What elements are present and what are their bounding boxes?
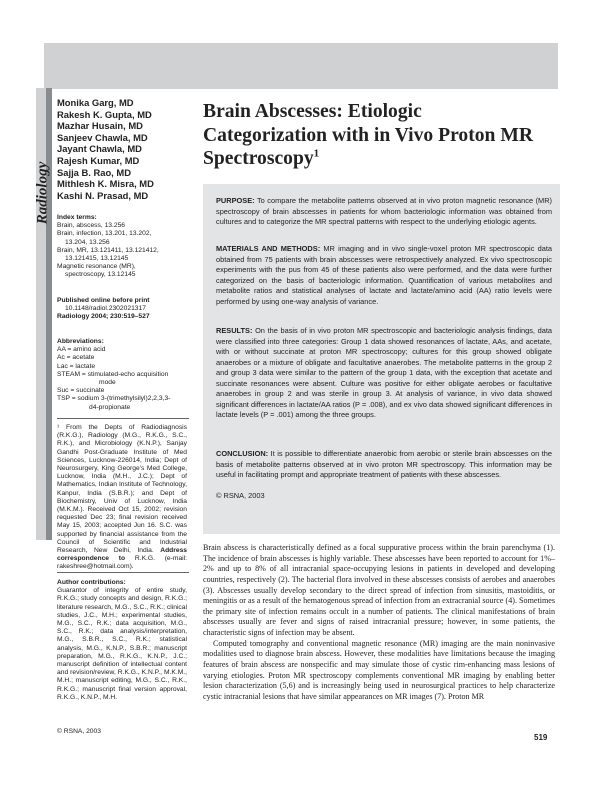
article-title [203, 100, 533, 171]
index-terms [57, 214, 187, 280]
header-bar [44, 43, 558, 89]
results-label: RESULTS: [216, 326, 253, 335]
title-footnote-mark: 1 [313, 147, 320, 160]
purpose-text: To compare the metabolite patterns observed at in vivo proton magnetic resonance (MR) spectroscopy of brain abscesses in patients for whom bacteriologic information was obtained from cultures and to categorize the MR spectral patterns with respect to the underlying etiologic agents. [216, 196, 552, 226]
publication-info [57, 297, 187, 322]
methods-text: MR imaging and in vivo single-voxel proton MR spectroscopic data obtained from 75 patients with brain abscesses were retrospectively analyzed. Ex vivo spectroscopic experiments with the pus from 45 of these patients also were performed, and the data were further categorized on the basis of bacteriologic information. Quantification of various metabolites and metabolite ratios and statistical analyses of lactate and lactate/amino acid (AA) ratio levels were performed by using one-way analysis of variance. [216, 244, 552, 306]
abbreviation: Suc = succinate [57, 387, 105, 395]
conclusion-text: It is possible to differentiate anaerobic from aerobic or sterile brain abscesses on the basis of metabolite patterns observed at in vivo proton MR spectroscopy. This information may be useful in facilitating prompt and appropriate treatment of patients with these abscesses. [216, 449, 552, 479]
abbreviation: TSP = sodium 3-(trimethylsilyl)2,2,3,3- [57, 395, 171, 403]
author: Sajja B. Rao, MD [57, 166, 131, 178]
author-list [57, 97, 187, 201]
page-number: 519 [534, 733, 548, 742]
index-term: Magnetic resonance (MR), [57, 263, 136, 271]
index-term: 13.204, 13.256 [65, 238, 110, 246]
paragraph: Computed tomography and conventional magnetic resonance (MR) imaging are the main noninvasive modalities used to diagnose brain abscess. However, these modalities have limitations because the imaging features of brain abscess are nonspecific and may simulate those of cystic rim-enhancing mass lesions of varying etiologies. Proton MR spectroscopy complements conventional MR imaging by enabling better lesion characterization (5,6) and is increasingly being used in neurosurgical practices to help characterize cystic intracranial lesions that have similar appearances on MR images (7). Proton MR [203, 638, 555, 701]
index-terms-heading: Index terms: [57, 214, 97, 221]
abbreviation: d4-propionate [89, 403, 131, 411]
address-text: R.K.G. (e-mail: rakeshree@hotmail.com). [57, 555, 187, 571]
author: Rajesh Kumar, MD [57, 154, 140, 166]
body-text [203, 543, 555, 702]
methods-label: MATERIALS AND METHODS: [216, 244, 321, 253]
index-term: Brain, abscess, 13.256 [57, 222, 126, 230]
author: Sanjeev Chawla, MD [57, 131, 148, 143]
citation: Radiology 2004; 230:519–527 [57, 313, 150, 321]
abbreviations-heading: Abbreviations: [57, 338, 104, 345]
author: Kashi N. Prasad, MD [57, 189, 149, 201]
abstract-conclusion [216, 449, 552, 481]
abbreviations [57, 338, 187, 412]
sidebar-copyright: © RSNA, 2003 [57, 728, 101, 735]
divider [57, 418, 189, 419]
affiliation-footnote [57, 424, 187, 572]
journal-name: Radiology [34, 161, 51, 225]
footnote-text: ¹ From the Depts of Radiodiagnosis (R.K.G.), Radiology (M.G., R.K.G., S.C., R.K.), and Microbiology (K.N.P.), Sanjay Gandhi Post-Graduate Institute of Med Sciences, Lucknow-226014, India; Dept of Neurosurgery, King George's Med College, Lucknow, India (M.H., J.C.); Dept of Mathematics, Indian Institute of Technology, Kanpur, India (S.B.R.); and Dept of Biochemistry, Univ of Lucknow, India (M.K.M.). Received Oct 15, 2002; revision requested Dec 23; final revision received May 15, 2003; accepted Jun 16. S.C. was supported by financial assistance from the Council of Scientific and Industrial Research, New Delhi, India. [57, 424, 187, 555]
abbreviation: STEAM = stimulated-echo acquisition [57, 370, 169, 378]
journal-name-vertical [36, 148, 50, 238]
abbreviation: mode [99, 379, 116, 387]
abstract-purpose [216, 196, 552, 228]
abbreviation: Ac = acetate [57, 354, 95, 362]
purpose-label: PURPOSE: [216, 196, 255, 205]
abbreviation: Lac = lactate [57, 362, 96, 370]
abbreviation: AA = amino acid [57, 346, 106, 354]
paragraph: Brain abscess is characteristically defined as a focal suppurative process within the brain parenchyma (1). The incidence of brain abscesses is highly variable. These abscesses have been reported to account for 1%–2% and up to 8% of all intracranial space-occupying lesions in patients in developed and developing countries, respectively (2). The bacterial flora involved in these abscesses consists of aerobes and anaerobes (3). Abscesses usually develop secondary to the direct spread of infection from sinusitis, mastoiditis, or meningitis or as a result of the hematogenous spread of infection from an extracranial source (4). Sometimes the primary site of infection remains occult in a number of patients. The clinical manifestations of brain abscesses usually are fever and signs of raised intracranial pressure; however, in some patients, the characteristic signs of infection may be absent. [203, 543, 555, 637]
results-text: On the basis of in vivo proton MR spectroscopic and bacteriologic analysis findings, data were classified into three categories: Group 1 data showed resonances of lactate, AAs, and acetate, with or without succinate at proton MR spectroscopy; cultures for this group showed obligate anaerobes or a mixture of obligate and facultative anaerobes. The metabolite patterns in the group 2 and group 3 data were similar to the pattern of the group 1 data, with the exception that acetate and succinate resonances were absent. Culture was positive for either obligate aerobes or facultative anaerobes in group 2 and was sterile in group 3. At analysis of variance, in vivo data showed significant differences in lactate/AA ratios (P = .008), and ex vivo data showed significant differences in lactate levels (P = .001) among the three groups. [216, 326, 552, 419]
author: Monika Garg, MD [57, 97, 134, 108]
abstract-results [216, 326, 552, 421]
abstract-copyright: © RSNA, 2003 [216, 491, 265, 500]
address-label: Address correspondence to [57, 547, 188, 563]
author: Jayant Chawla, MD [57, 143, 142, 155]
title-text: Brain Abscesses: Etiologic Categorization with in Vivo Proton MR Spectroscopy [203, 101, 533, 169]
index-term: 13.121415, 13.12145 [65, 255, 129, 263]
contributions-heading: Author contributions: [57, 579, 126, 586]
divider [57, 572, 189, 573]
index-term: spectroscopy, 13.12145 [65, 271, 136, 279]
conclusion-label: CONCLUSION: [216, 449, 269, 458]
doi: 10.1148/radiol.2302021317 [65, 305, 146, 313]
author-contributions [57, 579, 187, 702]
contributions-text: Guarantor of integrity of entire study, R.K.G.; study concepts and design, R.K.G.; literature research, M.G., S.C., R.K.; clinical studies, J.C., M.H.; experimental studies, M.G., S.C., R.K.; data acquisition, M.G., S.C., R.K.; data analysis/interpretation, M.G., S.B.R., S.C., R.K.; statistical analysis, M.G., K.N.P., S.B.R.; manuscript preparation, M.G., R.K.G., K.N.P., J.C.; manuscript definition of intellectual content and revision/review, R.K.G., K.N.P., M.K.M., M.H.; manuscript editing, M.G., S.C., R.K., R.K.G.; manuscript final version approval, R.K.G., K.N.P., M.H. [57, 587, 187, 701]
abstract-methods [216, 244, 552, 307]
author: Mazhar Husain, MD [57, 120, 143, 132]
publication-heading: Published online before print [57, 297, 150, 304]
author: Rakesh K. Gupta, MD [57, 108, 152, 120]
index-term: Brain, infection, 13.201, 13.202, [57, 230, 152, 238]
author: Mithlesh K. Misra, MD [57, 178, 154, 190]
index-term: Brain, MR, 13.121411, 13.121412, [57, 246, 159, 254]
